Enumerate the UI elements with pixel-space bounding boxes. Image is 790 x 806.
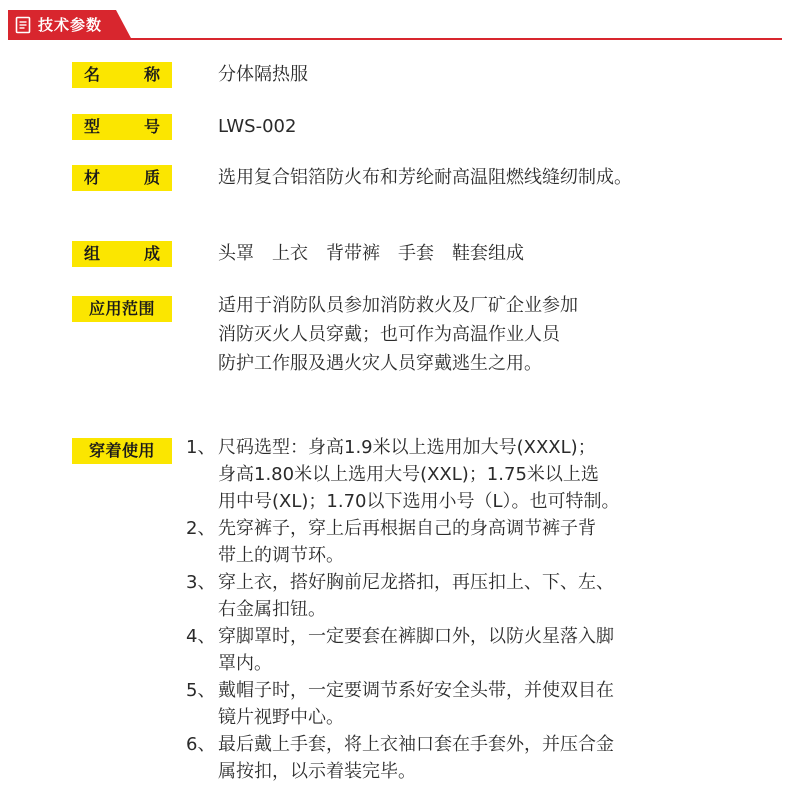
step-number: 5、 <box>186 680 216 701</box>
step-number: 4、 <box>186 626 216 647</box>
document-icon <box>14 16 32 34</box>
step-line: 罩内。 <box>218 653 272 674</box>
label-char: 称 <box>143 65 160 84</box>
section-header <box>0 0 790 42</box>
label-char: 型 <box>84 117 101 136</box>
usage-step-1 <box>186 434 620 515</box>
spec-label-composition <box>72 241 172 267</box>
step-line: 镜片视野中心。 <box>218 707 344 728</box>
header-divider <box>8 38 782 40</box>
spec-label-name <box>72 62 172 88</box>
scope-line: 防护工作服及遇火灾人员穿戴逃生之用。 <box>218 353 542 374</box>
step-line: 属按扣，以示着装完毕。 <box>218 761 416 782</box>
spec-label-usage: 穿着使用 <box>72 438 172 464</box>
step-line: 带上的调节环。 <box>218 545 344 566</box>
spec-value-scope <box>218 291 578 378</box>
spec-label-model <box>72 114 172 140</box>
usage-step-6 <box>186 731 620 785</box>
label-char: 组 <box>84 244 101 263</box>
spec-value-material: 选用复合铝箔防火布和芳纶耐高温阻燃线缝纫制成。 <box>218 167 632 188</box>
scope-line: 适用于消防队员参加消防救火及厂矿企业参加 <box>218 295 578 316</box>
step-line: 戴帽子时，一定要调节系好安全头带，并使双目在 <box>218 680 614 701</box>
spec-value-model: LWS-002 <box>218 116 297 137</box>
step-line: 最后戴上手套，将上衣袖口套在手套外，并压合金 <box>218 734 614 755</box>
step-number: 6、 <box>186 734 216 755</box>
spec-value-composition: 头罩 上衣 背带裤 手套 鞋套组成 <box>218 243 524 264</box>
usage-step-4 <box>186 623 620 677</box>
usage-step-5 <box>186 677 620 731</box>
step-line: 身高1.80米以上选用大号(XXL)；1.75米以上选 <box>218 464 599 485</box>
step-number: 3、 <box>186 572 216 593</box>
step-line: 先穿裤子，穿上后再根据自己的身高调节裤子背 <box>218 518 596 539</box>
step-line: 穿上衣，搭好胸前尼龙搭扣，再压扣上、下、左、 <box>218 572 614 593</box>
step-line: 右金属扣钮。 <box>218 599 326 620</box>
step-line: 穿脚罩时，一定要套在裤脚口外，以防火星落入脚 <box>218 626 614 647</box>
usage-step-2 <box>186 515 620 569</box>
label-char: 质 <box>143 168 160 187</box>
scope-line: 消防灭火人员穿戴；也可作为高温作业人员 <box>218 324 560 345</box>
spec-label-material <box>72 165 172 191</box>
label-char: 成 <box>143 244 160 263</box>
usage-step-3 <box>186 569 620 623</box>
label-char: 号 <box>143 117 160 136</box>
spec-label-scope: 应用范围 <box>72 296 172 322</box>
step-number: 1、 <box>186 437 216 458</box>
step-number: 2、 <box>186 518 216 539</box>
section-title: 技术参数 <box>38 16 103 34</box>
label-char: 材 <box>84 168 101 187</box>
label-char: 名 <box>84 65 101 84</box>
spec-value-name: 分体隔热服 <box>218 64 308 85</box>
step-line: 用中号(XL)；1.70以下选用小号（L）。也可特制。 <box>218 491 620 512</box>
step-line: 尺码选型：身高1.9米以上选用加大号(XXXL)； <box>218 437 596 458</box>
usage-steps-list <box>186 434 620 785</box>
